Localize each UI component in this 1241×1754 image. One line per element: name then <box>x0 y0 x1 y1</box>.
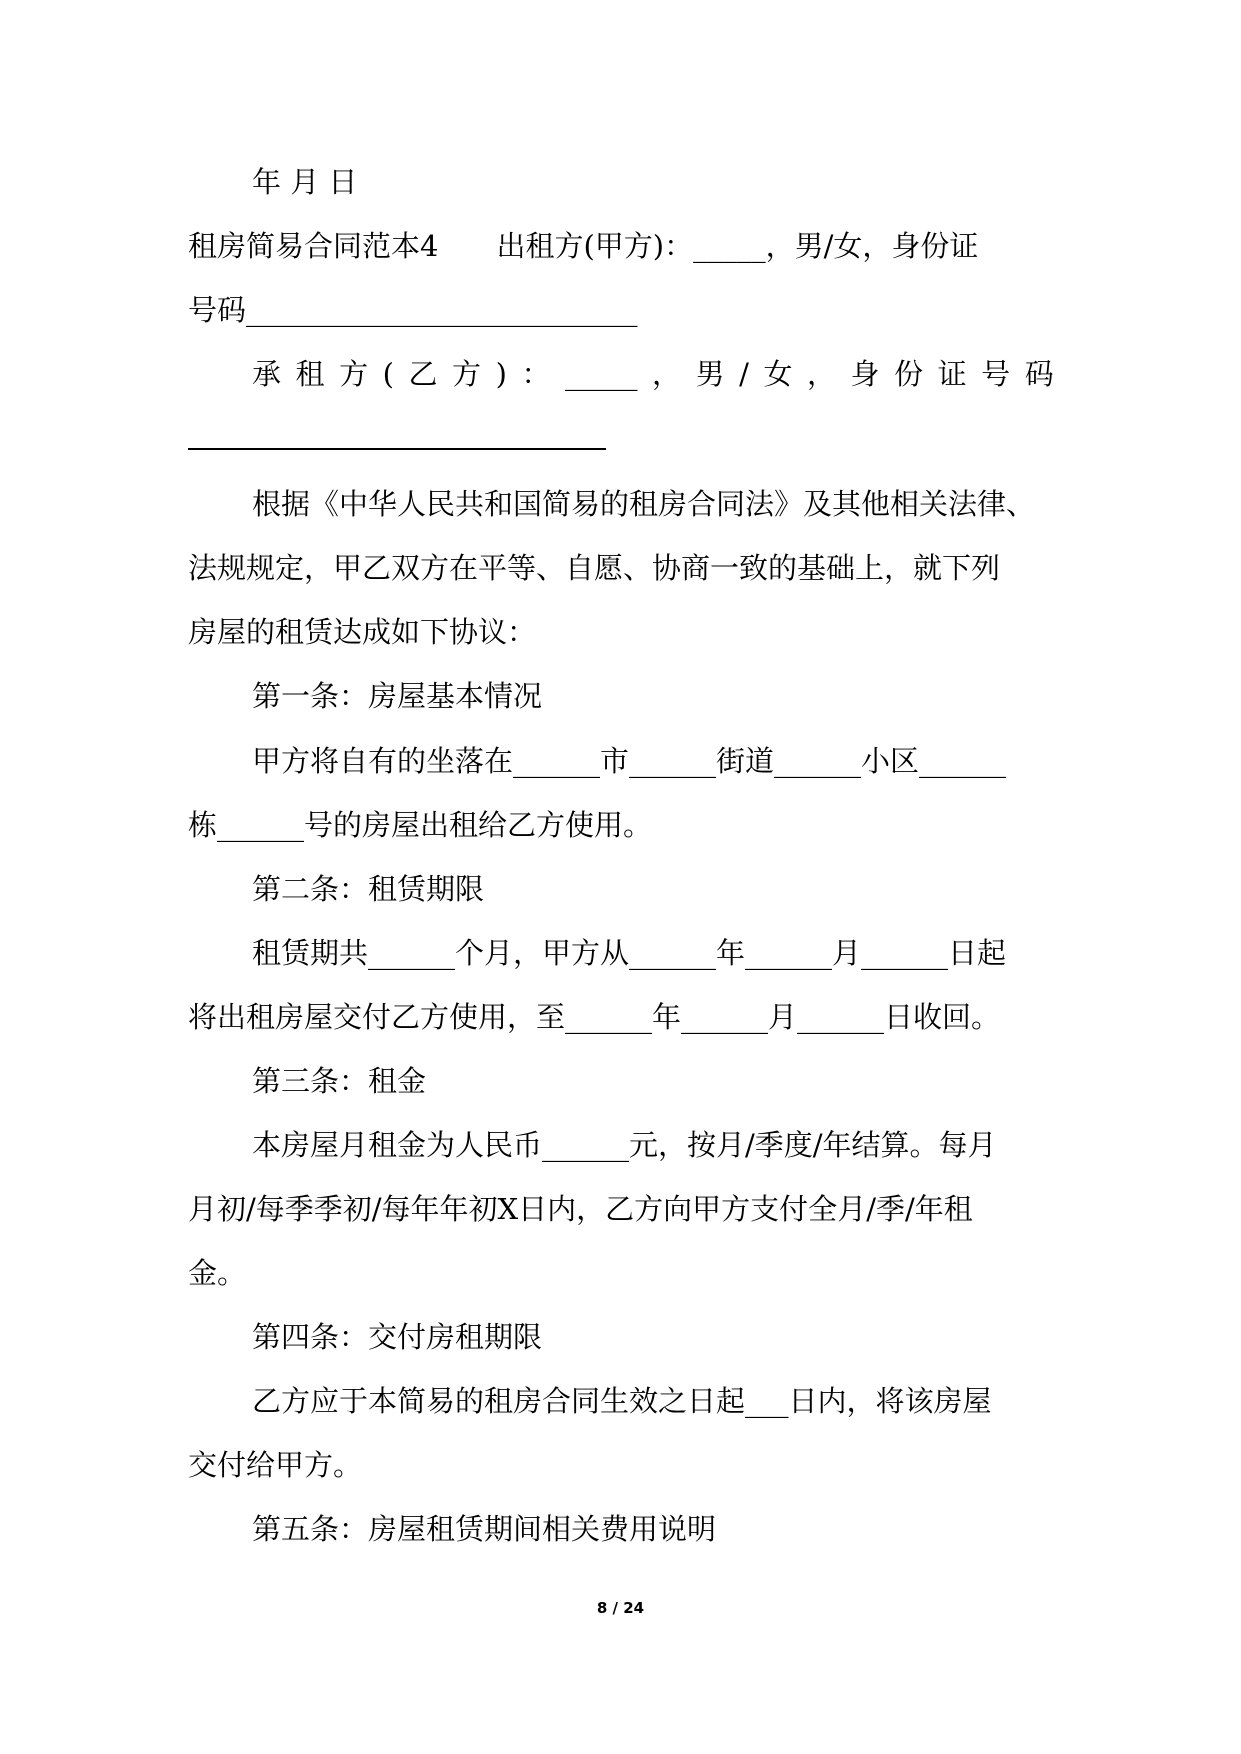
article-1-heading: 第一条：房屋基本情况 <box>252 679 543 713</box>
article-2-heading: 第二条：租赁期限 <box>252 872 485 906</box>
article-1-line-1: 甲方将自有的坐落在______市______街道______小区______ <box>252 744 1007 778</box>
page-number: 8 / 24 <box>596 1599 645 1617</box>
article-5-heading: 第五条：房屋租赁期间相关费用说明 <box>252 1512 717 1546</box>
tenant-line <box>252 354 1054 394</box>
date-line: 年 月 日 <box>252 165 358 199</box>
paragraph-line-4: 根据《中华人民共和国简易的租房合同法》及其他相关法律、 <box>252 487 1036 521</box>
paragraph-line-6: 房屋的租赁达成如下协议： <box>188 615 537 649</box>
paragraph-line-5: 法规规定，甲乙双方在平等、自愿、协商一致的基础上，就下列 <box>188 551 1001 585</box>
contract-line-1: 租房简易合同范本4 出租方(甲方)：_____，男/女，身份证 <box>188 229 979 263</box>
signature-rule <box>188 448 606 450</box>
article-2-line-1: 租赁期共______个月，甲方从______年______月______日起 <box>252 936 1007 970</box>
tenant-line-text: 承 租 方 ( 乙 方 ) ： _____ ， 男 / 女 ， 身 份 证 号 码 <box>252 357 1054 391</box>
article-3-heading: 第三条：租金 <box>252 1064 427 1098</box>
article-3-line-3: 金。 <box>188 1256 247 1290</box>
article-4-line-2: 交付给甲方。 <box>188 1448 363 1482</box>
article-1-line-2: 栋______号的房屋出租给乙方使用。 <box>188 808 653 842</box>
article-4-heading: 第四条：交付房租期限 <box>252 1320 543 1354</box>
article-2-line-2: 将出租房屋交付乙方使用，至______年______月______日收回。 <box>188 1000 1001 1034</box>
article-3-line-2: 月初/每季季初/每年年初X日内，乙方向甲方支付全月/季/年租 <box>188 1192 973 1226</box>
article-3-line-1: 本房屋月租金为人民币______元，按月/季度/年结算。每月 <box>252 1128 997 1162</box>
article-4-line-1: 乙方应于本简易的租房合同生效之日起___日内，将该房屋 <box>252 1384 992 1418</box>
contract-line-2: 号码___________________________ <box>188 293 638 327</box>
